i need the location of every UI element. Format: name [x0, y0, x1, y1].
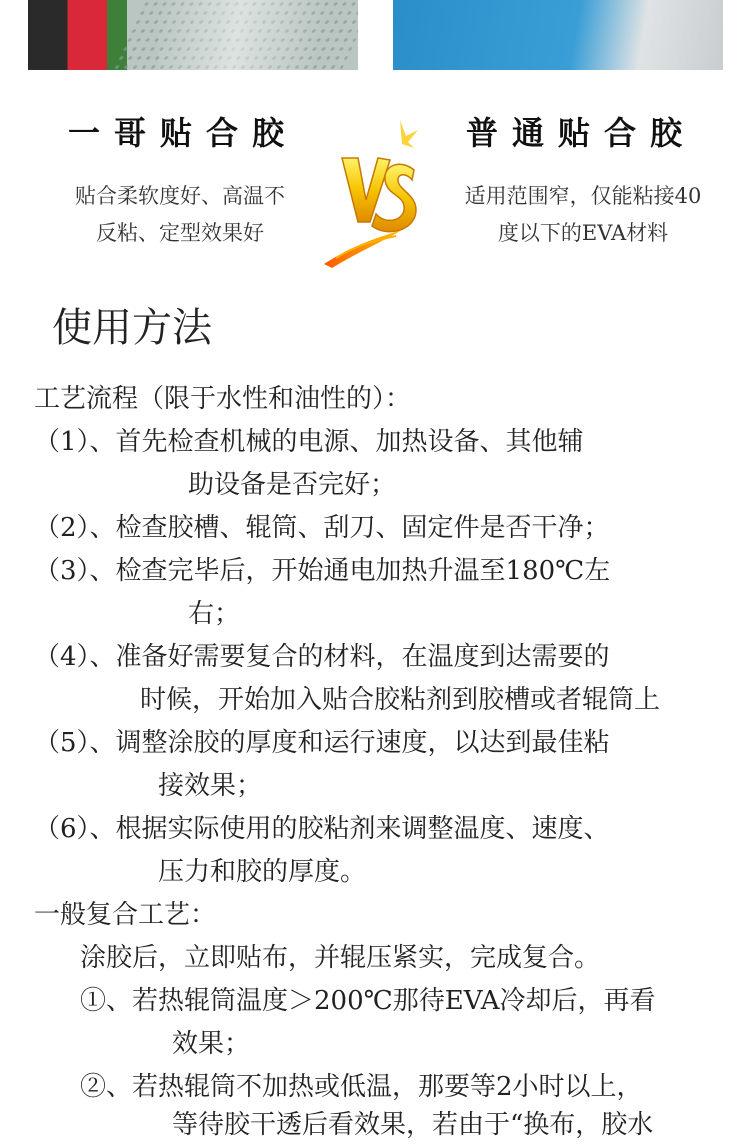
process-heading: 工艺流程（限于水性和油性的）：: [34, 384, 412, 414]
note-line: ②、若热辊筒不加热或低温，那要等2小时以上，: [80, 1072, 643, 1102]
product-photo-right: [393, 0, 723, 70]
general-heading: 一般复合工艺：: [34, 900, 217, 930]
note-line: 效果；: [172, 1029, 251, 1059]
left-desc-line: 贴合柔软度好、高温不: [75, 184, 285, 208]
note-line: 等待胶干透后看效果，若由于“换布，胶水: [172, 1110, 654, 1140]
left-desc-line: 反粘、定型效果好: [96, 221, 264, 245]
right-desc-line: 度以下的EVA材料: [497, 221, 669, 245]
right-product-title: 普通贴合胶: [466, 114, 697, 152]
left-product-desc: [40, 178, 320, 252]
usage-title: 使用方法: [52, 305, 212, 351]
step-line: （5）、调整涂胶的厚度和运行速度，以达到最佳粘: [34, 728, 610, 758]
step-line: 助设备是否完好；: [188, 470, 397, 500]
right-product-desc: [433, 178, 733, 252]
step-line: （6）、根据实际使用的胶粘剂来调整温度、速度、: [34, 814, 610, 844]
right-desc-line: 适用范围窄，仅能粘接40: [464, 184, 702, 208]
left-product-title: 一哥贴合胶: [68, 114, 299, 152]
step-line: 时候，开始加入贴合胶粘剂到胶槽或者辊筒上: [140, 685, 661, 715]
step-line: （3）、检查完毕后，开始通电加热升温至180℃左: [34, 556, 611, 586]
general-line: 涂胶后，立即贴布，并辊压紧实，完成复合。: [80, 943, 601, 973]
step-line: （1）、首先检查机械的电源、加热设备、其他辅: [34, 427, 584, 457]
vs-icon: [322, 118, 422, 268]
step-line: （4）、准备好需要复合的材料，在温度到达需要的: [34, 642, 610, 672]
step-line: 接效果；: [158, 771, 263, 801]
step-line: 右；: [188, 599, 241, 629]
step-line: 压力和胶的厚度。: [158, 857, 367, 887]
product-photo-left: [28, 0, 358, 70]
step-line: （2）、检查胶槽、辊筒、刮刀、固定件是否干净；: [34, 513, 610, 543]
note-line: ①、若热辊筒温度＞200℃那待EVA冷却后，再看: [80, 986, 656, 1016]
